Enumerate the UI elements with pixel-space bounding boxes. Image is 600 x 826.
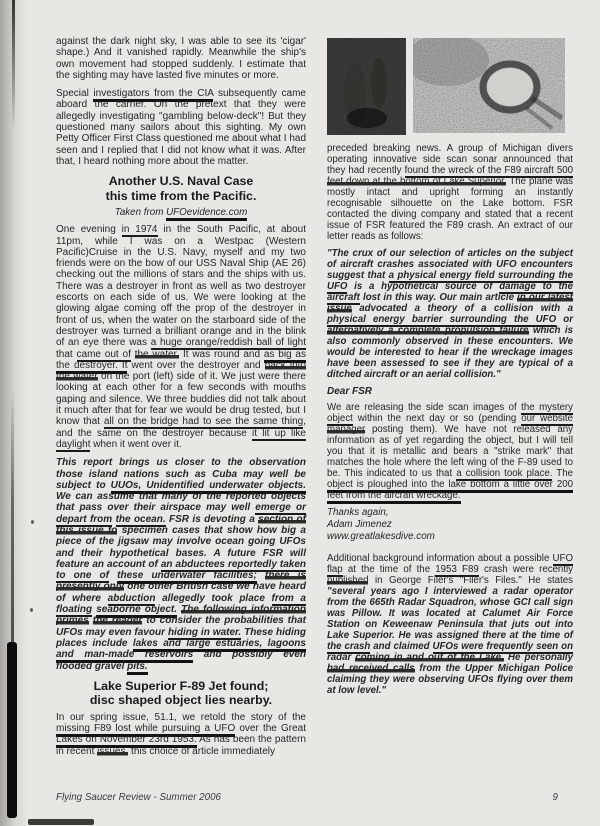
left-column [56, 36, 306, 764]
source-attribution: Taken from UFOevidence.com [56, 207, 306, 218]
paragraph-side-scan-release: We are releasing the side scan images of the mystery object within the next day or so (pending our website manager posting them). We have not released any information as of yet regarding the object, but I will tell you that it is metallic and bears a "strike mark" that matches the hole where the left wing of the F-89 used to be. This indicated to us that a collision took place. The object is ploughed into the lake bottom a little over 200 feet from the aircraft wreckage. [327, 402, 573, 501]
letter-signoff [327, 507, 573, 544]
paragraph-editorial-uuo: This report brings us closer to the observation those island nations such as Cuba may well be subject to UUOs, Unidentified underwater objects. We can assume that many of the reported objects that pass over their airspace may well emerge or depart from the ocean. FSR is devoting a section of this issue to specimen cases that show how big a piece of the jigsaw may involve ocean going UFOs and their hypothetical bases. A future FSR will feature an account of an abductees reportedly taken to one of these underwater facilities; there is presently only one other British case we have heard of where abduction allegedly took place from a floating seaborne object. The following information primes the reader to consider the probabilities that UFOs may even favour hiding in water. These hiding places include lakes and large estuaries, lagoons and man-made reservoirs and possibly even flooded gravel pits. [56, 457, 306, 672]
journal-title: Flying Saucer Review - Summer 2006 [56, 792, 221, 803]
section-heading-naval-case [56, 174, 306, 203]
scan-edge-line [12, 0, 15, 130]
signoff-website: www.greatlakesdive.com [327, 531, 435, 543]
paragraph-michigan-divers: preceded breaking news. A group of Michigan divers operating innovative side scan sonar announced that they had recently found the wreck of the F89 aircraft 500 feet down at the bottom of Lake Superior. The plane was mostly intact and upright forming an instantly recognisable silhouette on the Lake bottom. FSR contacted the diving company and stated that a recent issue of FSR featured the F89 crash. An extract of our letter reads as follows: [327, 143, 573, 242]
page-number: 9 [552, 792, 558, 803]
paragraph-fsr-letter-quote: "The crux of our selection of articles on the subject of aircraft crashes associated with UFO encounters suggest that a physical energy field surrounding the UFO is a hypothetical source of damage to the aircraft lost in this way. Our main article in our latest issue advocated a theory of a collision with a physical energy barrier surrounding the UFO or alternatively a complete propulsion failure which is also commonly observed in these encounters. We would be interested to hear if the wreckage images have been assessed to see if they are typical of a ditched aircraft or an aerial collision." [327, 248, 574, 380]
paragraph-pacific-sighting: One evening in 1974 in the South Pacific, at about 11pm, while I was on a Westpac (Western Pacific)Cruise in the U.S. Navy, myself and my two friends were on the bow of our USS Naval Ship (AE 26) checking out the millions of stars and the ships with us. There was a destroyer in front as well as two destroyer escorts on each side of us. We were looking at the glowing algae coming off the prop of the destroyer in front of us, when the water on the starboard side of the destroyer was turned a brilliant orange and in the blink of an eye there was a huge orange/reddish ball of light that came out of the water. It was round and as big as the destroyer. It went over the destroyer and back into the water on the port (left) side of it. We just were there looking at each other for a few seconds with mouths gaping and silence. We three buddies did not talk about it much after that for fear we would be drug tested, but I know that all on the bridge had to see the same thing, and the same on the destroyer because it lit up like daylight when it went over it. [56, 224, 306, 450]
heading-line: Another U.S. Naval Case [108, 174, 254, 189]
section-heading-lake-superior [56, 679, 306, 708]
scan-edge-streak [11, 390, 14, 645]
signoff-thanks: Thanks again, [327, 507, 389, 518]
heading-line: Lake Superior F-89 Jet found; [93, 678, 269, 693]
paragraph-spring-issue: In our spring issue, 51.1, we retold the story of the missing F89 lost while pursuing a UFO over the Great Lakes on November 23rd 1953. As has been the pattern in recent issues, this choice of article immediately [56, 711, 306, 757]
ink-speck [30, 608, 33, 612]
paragraph-filers-files: Additional background information about a possible UFO flap at the time of the 1953 F89 crash were recently published in George Filer's "Filer's Files." He states "several years ago I interviewed a radar operator from the 665th Radar Squadron, whose GCI call sign was Pillow. It was located at Calumet Air Force Station on Keweenaw Peninsula that juts out into Lake Superior. He was assigned there at the time of the crash and claimed UFOs were frequently seen on radar coming in and out of the Lake. He personally had received calls from the Upper Michigan Police claiming they were observing UFOs flying over them at low level." [327, 552, 574, 696]
scan-bottom-smudge [28, 819, 94, 825]
ink-speck [31, 520, 34, 524]
page-footer [56, 792, 558, 803]
paragraph-cigar-shape: against the dark night sky, I was able to see its 'cigar' shape.) And it vanished rapidly. Meanwhile the ship's own movement had stopped suddenly. I estimate that the sighting may have lasted five minutes or more. [56, 36, 306, 81]
sonar-photos [327, 38, 573, 135]
sonar-photo-dark [327, 38, 406, 135]
salutation-dear-fsr: Dear FSR [327, 386, 373, 397]
paragraph-cia-investigators: Special investigators from the CIA subsequently came aboard the carrier. On the pretext that they were allegedly investigating "gambling below-deck"! But they questioned many sailors about this sighting. My own Petty Officer First Class questioned me about what I had seen and I replied that I did not know what it was. After that, I heard nothing more about the matter. [56, 88, 306, 167]
scan-black-bar [7, 642, 17, 818]
signoff-name: Adam Jimenez [327, 519, 392, 531]
heading-line: this time from the Pacific. [105, 188, 257, 203]
right-column [327, 36, 573, 702]
sonar-photo-disc-object [413, 38, 565, 133]
heading-line: disc shaped object lies nearby. [89, 693, 273, 708]
